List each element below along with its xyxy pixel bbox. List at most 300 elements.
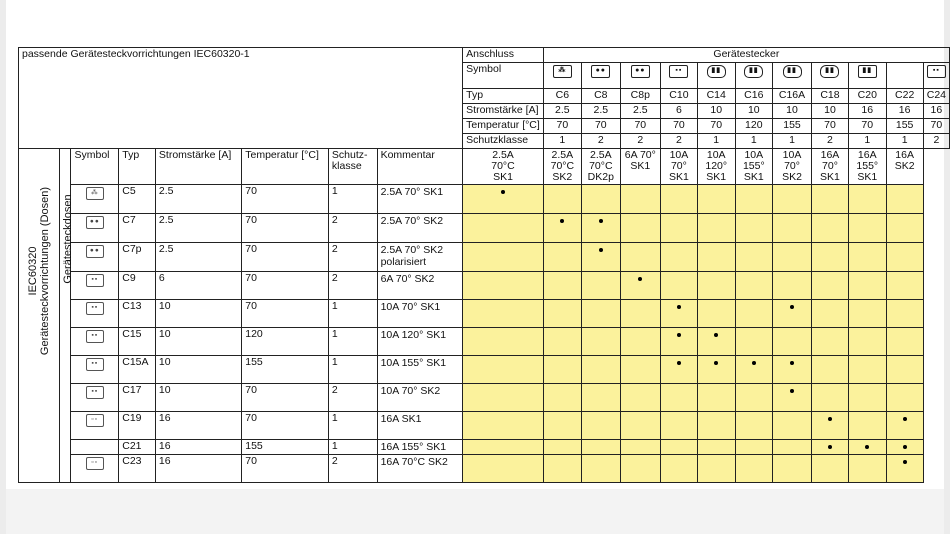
header-row-anschluss — [19, 48, 950, 63]
socket-row — [19, 185, 950, 214]
match-cell — [620, 412, 660, 440]
socket-temp: 70 — [242, 272, 329, 300]
match-cell — [848, 384, 886, 412]
plug-typ-cell — [923, 89, 949, 104]
socket-comment-line: 6A 70° SK2 — [380, 273, 435, 286]
plug-strom-cell — [848, 104, 886, 119]
plug-comment-line: 70° — [822, 160, 838, 173]
match-dot — [790, 361, 794, 365]
socket-strom: 6 — [155, 272, 241, 300]
plug-comment-cell — [620, 149, 660, 185]
socket-symbol-cell — [71, 272, 119, 300]
match-cell — [886, 328, 923, 356]
plug-strom-cell — [923, 104, 949, 119]
c20-plug-icon: ▮▮ — [858, 65, 877, 78]
match-cell — [660, 455, 697, 483]
match-cell — [697, 214, 735, 243]
match-cell — [697, 185, 735, 214]
plug-comment-line: SK1 — [630, 160, 651, 173]
socket-typ: C7 — [119, 214, 156, 243]
socket-schutz: 1 — [328, 412, 377, 440]
socket-strom: 16 — [155, 455, 241, 483]
plug-typ-cell — [620, 89, 660, 104]
socket-symbol-cell — [71, 384, 119, 412]
match-cell — [848, 243, 886, 272]
plug-typ-cell — [543, 89, 581, 104]
socket-comment — [377, 243, 463, 272]
plug-strom-cell — [543, 104, 581, 119]
plug-temp-cell — [886, 119, 923, 134]
socket-temp: 155 — [242, 440, 329, 455]
compatibility-table — [18, 47, 950, 483]
plug-temp-cell — [581, 119, 620, 134]
match-dot — [865, 445, 869, 449]
plug-temp: 70 — [824, 119, 836, 131]
match-cell — [735, 214, 773, 243]
match-dot — [599, 219, 603, 223]
plug-temp: 70 — [673, 119, 685, 131]
plug-strom-cell — [660, 104, 697, 119]
plug-strom: 16 — [898, 104, 911, 116]
match-cell — [848, 412, 886, 440]
match-cell — [543, 412, 581, 440]
plug-strom-cell — [773, 104, 812, 119]
plug-schutz: 2 — [933, 134, 940, 146]
c17-socket-icon: ▪▪ — [86, 386, 104, 399]
socket-symbol-cell — [71, 185, 119, 214]
socket-symbol-cell — [71, 300, 119, 328]
plug-typ: C24 — [926, 89, 946, 101]
plug-typ-cell — [697, 89, 735, 104]
plug-typ-cell — [581, 89, 620, 104]
plug-comment-line: DK2p — [587, 171, 614, 184]
plug-strom: 2.5 — [593, 104, 609, 116]
plug-comment-line: 2.5A — [492, 149, 514, 161]
match-dot — [677, 333, 681, 337]
plug-temp-cell — [773, 119, 812, 134]
plug-strom: 16 — [930, 104, 943, 116]
match-cell — [543, 356, 581, 384]
socket-comment-line: 10A 120° SK1 — [380, 329, 447, 342]
match-cell — [886, 272, 923, 300]
plug-comment-line: SK1 — [743, 171, 764, 184]
socket-schutz: 1 — [328, 440, 377, 455]
socket-schutz: 2 — [328, 214, 377, 243]
plug-strom-cell — [620, 104, 660, 119]
match-cell — [697, 272, 735, 300]
plug-symbol-cell — [773, 63, 812, 89]
match-cell — [543, 440, 581, 455]
match-cell — [660, 440, 697, 455]
match-dot — [790, 389, 794, 393]
socket-schutz: 1 — [328, 300, 377, 328]
match-cell — [660, 214, 697, 243]
match-cell — [660, 272, 697, 300]
socket-schutz: 2 — [328, 243, 377, 272]
plug-schutz-cell — [886, 134, 923, 149]
c5-socket-icon: ⁂ — [86, 187, 104, 200]
socket-row — [19, 272, 950, 300]
plug-schutz: 2 — [827, 134, 833, 146]
plug-typ-cell — [848, 89, 886, 104]
match-cell — [660, 185, 697, 214]
plug-schutz-cell — [848, 134, 886, 149]
match-cell — [811, 214, 848, 243]
plug-schutz-cell — [660, 134, 697, 149]
plug-temp: 120 — [745, 119, 763, 131]
socket-row — [19, 455, 950, 483]
socket-row — [19, 356, 950, 384]
match-dot — [903, 417, 907, 421]
plug-temp: 155 — [895, 119, 914, 131]
socket-col-kommentar: Kommentar — [377, 149, 463, 185]
socket-col-temp: Temperatur [°C] — [242, 149, 329, 185]
plug-temp: 70 — [710, 119, 723, 131]
plug-strom-cell — [697, 104, 735, 119]
match-cell — [543, 272, 581, 300]
match-dot — [828, 445, 832, 449]
match-cell — [581, 455, 620, 483]
plug-comment-line: 2.5A — [589, 149, 612, 161]
match-cell — [463, 440, 544, 455]
match-cell — [697, 440, 735, 455]
plug-schutz: 1 — [901, 134, 908, 146]
match-cell — [697, 243, 735, 272]
c7-socket-icon: ●● — [86, 216, 104, 229]
plug-comment-line: SK1 — [857, 171, 878, 184]
match-cell — [660, 300, 697, 328]
c9-socket-icon: ▪▪ — [86, 274, 104, 287]
plug-comment-line: 70°C — [589, 160, 613, 173]
socket-comment-line: 10A 70° SK1 — [380, 301, 441, 314]
socket-group-label — [19, 149, 60, 483]
socket-comment — [377, 412, 463, 440]
socket-strom: 2.5 — [155, 214, 241, 243]
socket-strom: 2.5 — [155, 185, 241, 214]
match-cell — [581, 440, 620, 455]
plug-schutz-cell — [620, 134, 660, 149]
socket-comment-line: 16A 70°C SK2 — [380, 456, 448, 469]
plug-schutz: 2 — [637, 134, 644, 146]
match-cell — [660, 412, 697, 440]
match-cell — [735, 384, 773, 412]
plug-schutz: 2 — [675, 134, 682, 146]
match-cell — [581, 243, 620, 272]
match-cell — [773, 300, 812, 328]
socket-strom: 10 — [155, 300, 241, 328]
match-cell — [543, 243, 581, 272]
socket-row — [19, 328, 950, 356]
sub-label-text: Gerätesteckdosen — [61, 194, 74, 284]
socket-strom: 16 — [155, 440, 241, 455]
plug-typ: C20 — [857, 89, 877, 101]
socket-temp: 70 — [242, 412, 329, 440]
socket-comment — [377, 440, 463, 455]
socket-row — [19, 384, 950, 412]
socket-symbol-cell — [71, 412, 119, 440]
match-cell — [848, 300, 886, 328]
plug-temp-cell — [848, 119, 886, 134]
match-cell — [581, 272, 620, 300]
match-cell — [620, 272, 660, 300]
socket-schutz: 1 — [328, 185, 377, 214]
match-cell — [811, 356, 848, 384]
socket-schutz: 2 — [328, 384, 377, 412]
match-cell — [463, 328, 544, 356]
socket-temp: 70 — [242, 243, 329, 272]
table-title: passende Gerätesteckvorrichtungen IEC60320-1 — [19, 48, 463, 149]
plug-symbol-cell — [923, 63, 949, 89]
plug-typ: C10 — [669, 89, 689, 101]
plug-strom: 2.5 — [633, 104, 648, 116]
plug-comment-line: SK1 — [668, 171, 689, 184]
match-dot — [560, 219, 564, 223]
plug-comment-line: 70° — [784, 160, 800, 173]
row-label-schutz: Schutzklasse — [463, 134, 544, 149]
plug-schutz: 1 — [713, 134, 720, 146]
socket-temp: 70 — [242, 214, 329, 243]
socket-strom: 16 — [155, 412, 241, 440]
plug-strom-cell — [581, 104, 620, 119]
plug-temp-cell — [660, 119, 697, 134]
match-cell — [697, 328, 735, 356]
socket-comment — [377, 300, 463, 328]
c13-socket-icon: ▪▪ — [86, 302, 104, 315]
socket-comment-line: 16A SK1 — [380, 413, 422, 426]
match-cell — [735, 440, 773, 455]
socket-schutz: 1 — [328, 328, 377, 356]
plug-typ-cell — [886, 89, 923, 104]
anschluss-label: Anschluss — [463, 48, 544, 63]
match-dot — [714, 333, 718, 337]
plug-schutz-cell — [543, 134, 581, 149]
plug-schutz: 1 — [789, 134, 795, 146]
match-cell — [886, 455, 923, 483]
match-cell — [886, 185, 923, 214]
match-cell — [581, 356, 620, 384]
plug-comment-line: 16A — [895, 149, 914, 161]
match-cell — [811, 243, 848, 272]
match-dot — [677, 305, 681, 309]
socket-comment — [377, 214, 463, 243]
match-cell — [735, 300, 773, 328]
plug-temp: 70 — [634, 119, 647, 131]
plug-schutz: 1 — [559, 134, 566, 146]
socket-comment-line: 10A 155° SK1 — [380, 357, 447, 370]
match-cell — [463, 272, 544, 300]
plug-schutz-cell — [773, 134, 812, 149]
match-cell — [735, 272, 773, 300]
plug-temp-cell — [735, 119, 773, 134]
match-cell — [886, 440, 923, 455]
match-cell — [463, 214, 544, 243]
match-cell — [463, 185, 544, 214]
plug-typ: C14 — [706, 89, 726, 101]
plug-typ: C16A — [778, 89, 806, 101]
geraetestecker-label: Gerätestecker — [543, 48, 949, 63]
plug-schutz-cell — [735, 134, 773, 149]
socket-symbol-cell — [71, 440, 119, 455]
match-cell — [543, 214, 581, 243]
plug-comment-line: SK1 — [493, 171, 513, 184]
plug-comment-line: 120° — [705, 160, 728, 173]
plug-temp: 155 — [783, 119, 801, 131]
plug-comment-line: SK1 — [706, 171, 727, 184]
socket-temp: 70 — [242, 384, 329, 412]
match-cell — [620, 384, 660, 412]
match-cell — [581, 185, 620, 214]
plug-typ-cell — [773, 89, 812, 104]
match-cell — [620, 455, 660, 483]
plug-schutz: 2 — [597, 134, 604, 146]
match-cell — [463, 300, 544, 328]
plug-comment-line: 70° — [670, 160, 687, 173]
socket-col-schutz — [328, 149, 377, 185]
c15a-socket-icon: ▪▪ — [86, 358, 104, 371]
plug-symbol-cell — [543, 63, 581, 89]
plug-schutz-cell — [923, 134, 949, 149]
plug-symbol-cell — [660, 63, 697, 89]
socket-schutz: 1 — [328, 356, 377, 384]
match-dot — [677, 361, 681, 365]
match-cell — [463, 455, 544, 483]
plug-symbol-cell — [848, 63, 886, 89]
match-cell — [735, 455, 773, 483]
match-cell — [660, 328, 697, 356]
match-cell — [660, 384, 697, 412]
c6-plug-icon: ⁂ — [553, 65, 572, 78]
plug-temp: 70 — [594, 119, 607, 131]
plug-typ: C22 — [895, 89, 915, 101]
plug-temp: 70 — [861, 119, 874, 131]
match-dot — [599, 248, 603, 252]
row-label-temp: Temperatur [°C] — [463, 119, 544, 134]
plug-typ: C16 — [744, 89, 764, 101]
match-cell — [543, 384, 581, 412]
socket-comment — [377, 185, 463, 214]
match-cell — [773, 243, 812, 272]
plug-comment-cell — [811, 149, 848, 185]
plug-comment-line: 16A — [857, 149, 877, 161]
c15-socket-icon: ▪▪ — [86, 330, 104, 343]
match-cell — [735, 243, 773, 272]
plug-temp: 70 — [556, 119, 569, 131]
plug-comment-cell — [697, 149, 735, 185]
socket-strom: 10 — [155, 384, 241, 412]
match-cell — [773, 356, 812, 384]
plug-schutz-cell — [697, 134, 735, 149]
match-cell — [463, 384, 544, 412]
socket-comment-line: 2.5A 70° SK1 — [380, 186, 444, 199]
socket-row — [19, 243, 950, 272]
plug-comment-line: 10A — [706, 149, 726, 161]
c7p-socket-icon: ●● — [86, 245, 104, 258]
match-cell — [886, 214, 923, 243]
row-label-typ: Typ — [463, 89, 544, 104]
socket-comment — [377, 384, 463, 412]
match-cell — [811, 384, 848, 412]
match-cell — [581, 412, 620, 440]
plug-symbol-cell — [811, 63, 848, 89]
match-cell — [581, 300, 620, 328]
c23-socket-icon: ▫▫ — [86, 457, 104, 470]
match-cell — [773, 272, 812, 300]
socket-schutz: 2 — [328, 272, 377, 300]
plug-strom: 6 — [675, 104, 682, 116]
plug-temp-cell — [923, 119, 949, 134]
match-cell — [697, 384, 735, 412]
plug-symbol-cell — [581, 63, 620, 89]
row-label-symbol: Symbol — [463, 63, 544, 89]
match-dot — [638, 277, 642, 281]
plug-schutz-cell — [581, 134, 620, 149]
match-cell — [848, 272, 886, 300]
socket-col-typ: Typ — [119, 149, 156, 185]
c14-plug-icon: ▮▮ — [707, 65, 726, 78]
socket-typ: C9 — [119, 272, 156, 300]
plug-schutz: 1 — [750, 134, 757, 146]
match-dot — [828, 417, 832, 421]
match-cell — [735, 328, 773, 356]
match-cell — [581, 214, 620, 243]
plug-typ: C8 — [594, 89, 608, 101]
match-cell — [811, 412, 848, 440]
footer-bar — [6, 489, 944, 534]
plug-typ-cell — [811, 89, 848, 104]
socket-symbol-cell — [71, 214, 119, 243]
c8-plug-icon: ●● — [591, 65, 610, 78]
plug-comment-line: SK2 — [782, 171, 802, 184]
socket-typ: C7p — [119, 243, 156, 272]
plug-comment-line: 16A — [820, 149, 840, 161]
plug-comment-cell — [773, 149, 812, 185]
plug-comment-line: 2.5A — [551, 149, 574, 161]
match-cell — [543, 328, 581, 356]
plug-comment-line: 155° — [742, 160, 765, 173]
plug-comment-line: SK2 — [552, 171, 573, 184]
plug-strom: 10 — [786, 104, 798, 116]
socket-typ: C23 — [119, 455, 156, 483]
plug-strom-cell — [735, 104, 773, 119]
match-dot — [752, 361, 756, 365]
plug-symbol-cell — [735, 63, 773, 89]
socket-row — [19, 300, 950, 328]
plug-temp-cell — [697, 119, 735, 134]
match-cell — [660, 243, 697, 272]
socket-comment-line: 2.5A 70° SK2 — [380, 215, 444, 228]
c24-plug-icon: ▪▪ — [927, 65, 946, 78]
match-cell — [773, 185, 812, 214]
socket-temp: 70 — [242, 455, 329, 483]
socket-header-row — [19, 149, 950, 185]
match-cell — [848, 356, 886, 384]
row-label-strom: Stromstärke [A] — [463, 104, 544, 119]
c19-socket-icon: ▫▫ — [86, 414, 104, 427]
match-cell — [697, 455, 735, 483]
match-cell — [620, 300, 660, 328]
match-cell — [811, 455, 848, 483]
plug-comment-line: 6A 70° — [624, 149, 656, 161]
match-cell — [811, 272, 848, 300]
c16a-plug-icon: ▮▮ — [783, 65, 802, 78]
plug-comment-line: SK2 — [894, 160, 915, 173]
match-cell — [660, 356, 697, 384]
match-cell — [581, 328, 620, 356]
match-dot — [501, 190, 505, 194]
c18-plug-icon: ▮▮ — [820, 65, 839, 78]
plug-comment-cell — [543, 149, 581, 185]
group-label-line1: IEC60320 — [27, 246, 39, 296]
